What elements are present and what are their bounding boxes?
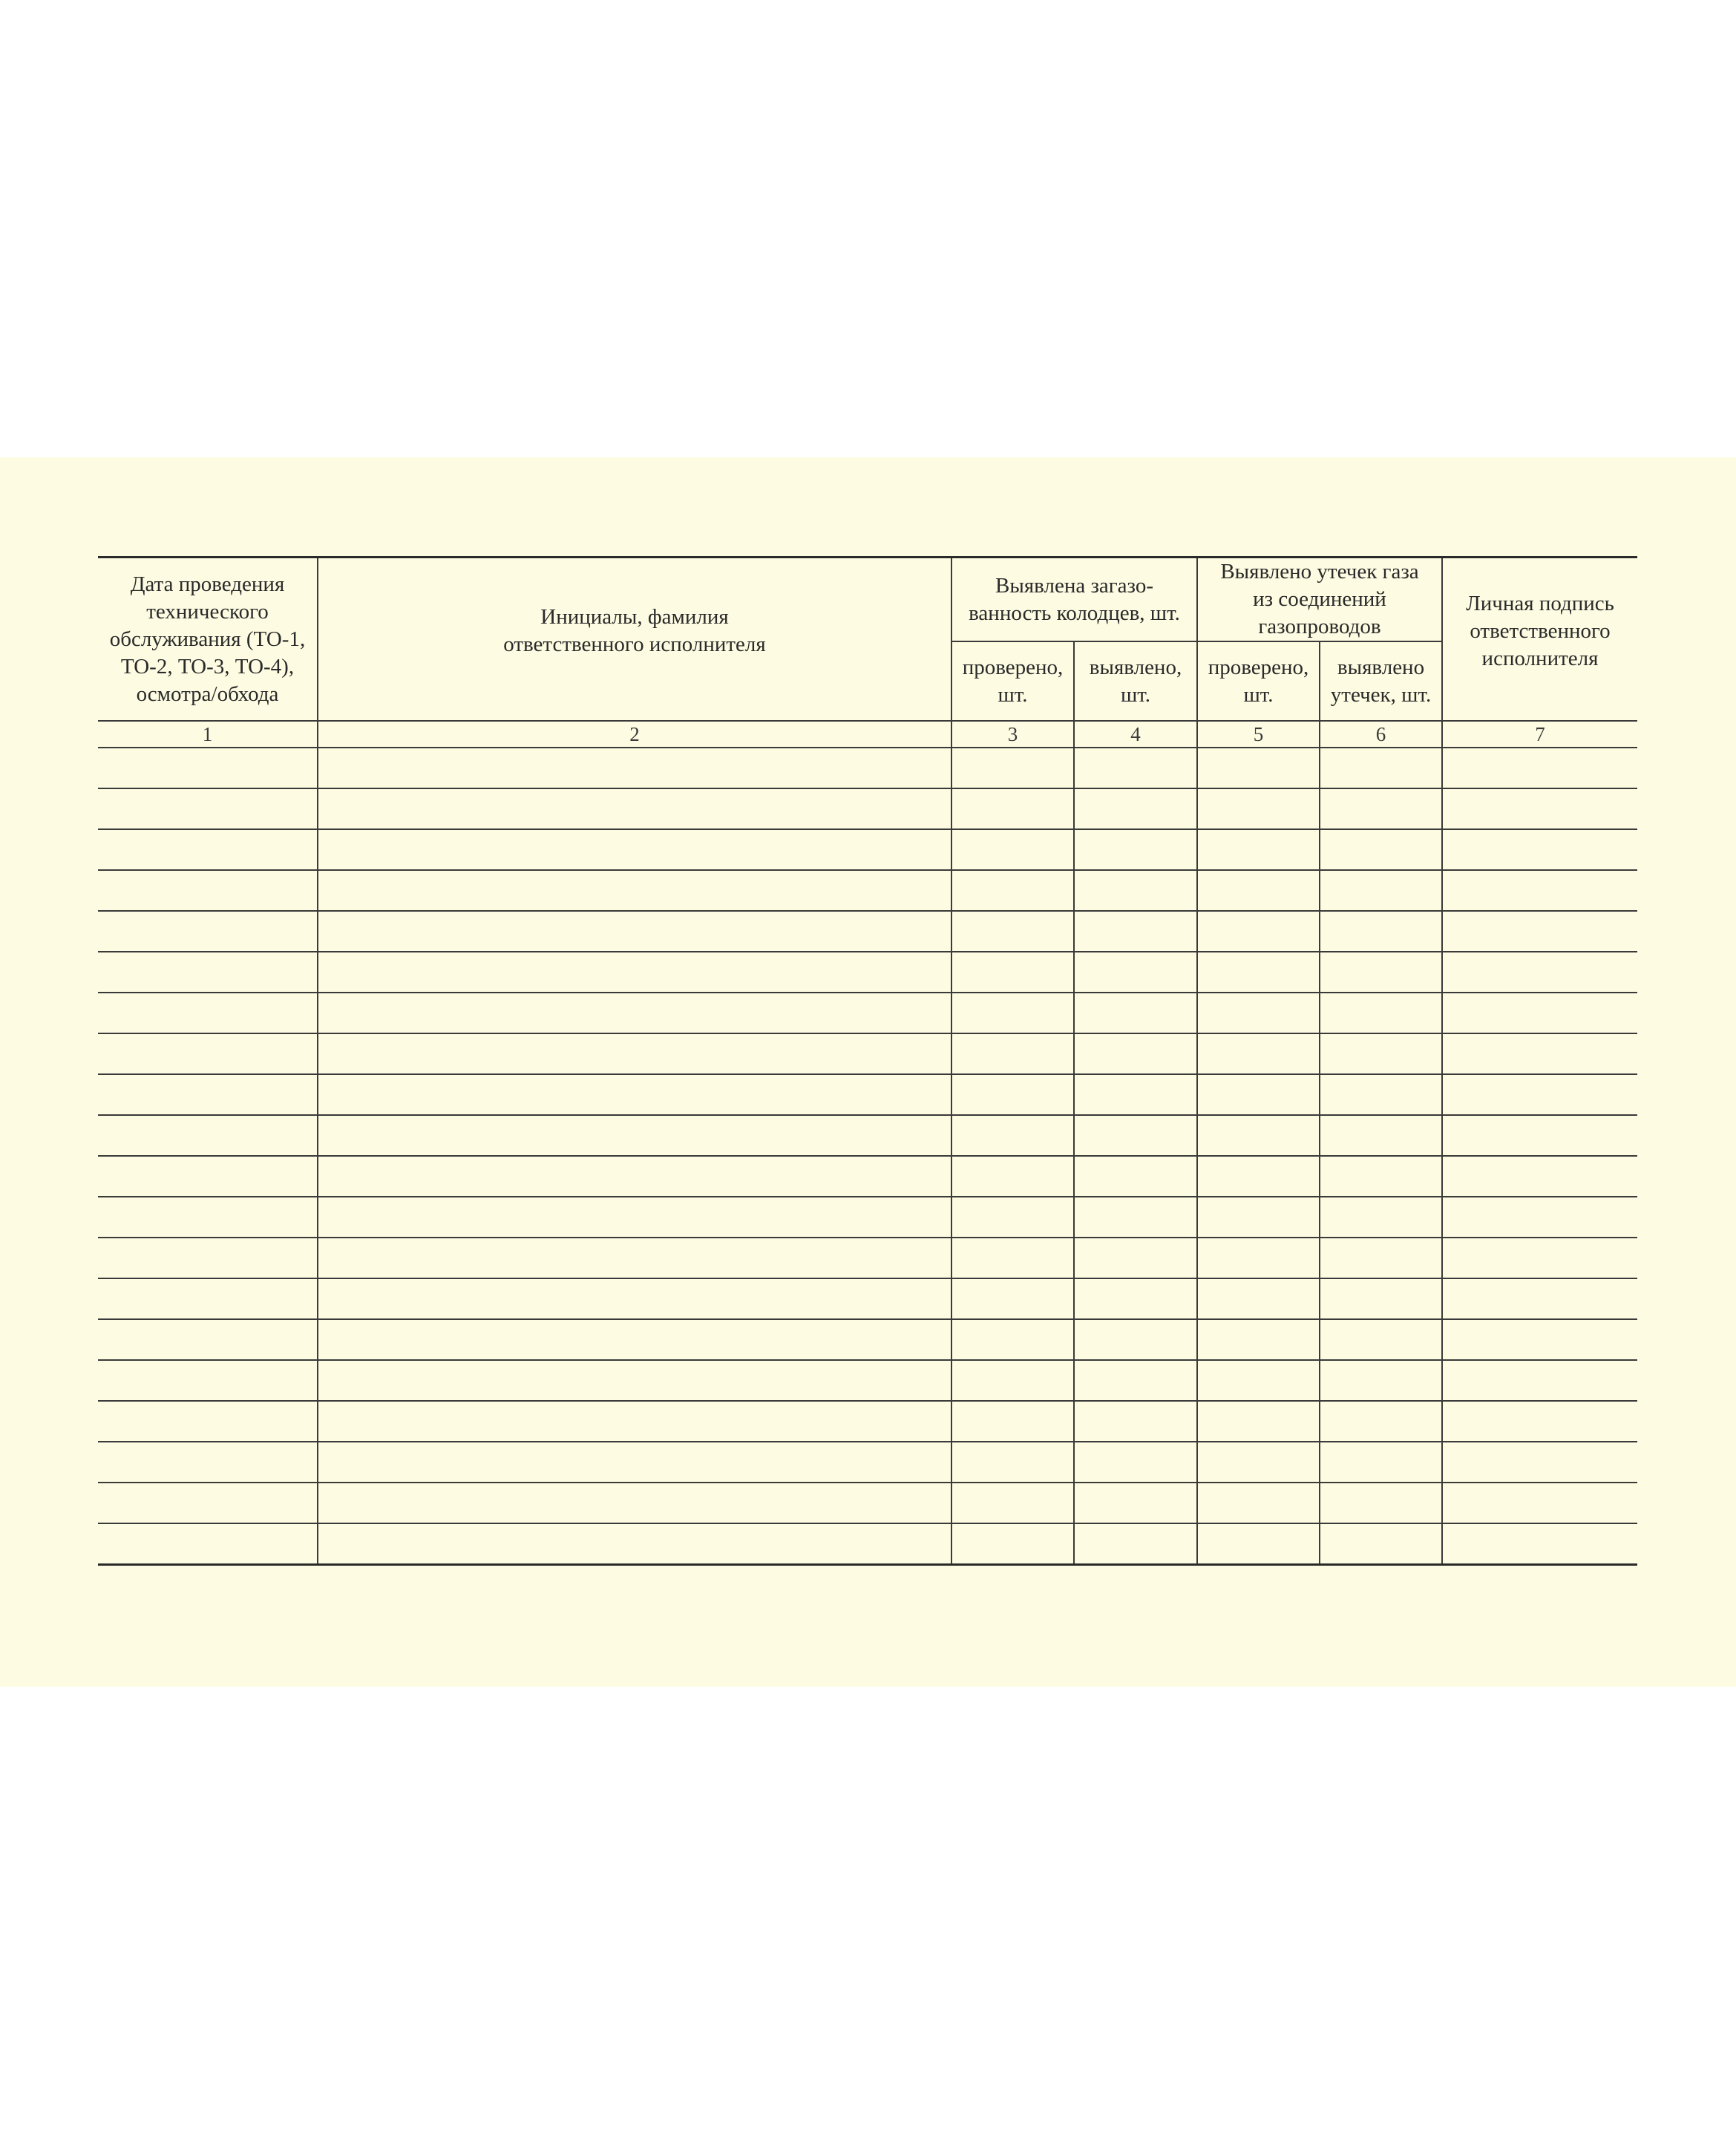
cell-signature[interactable] bbox=[1442, 1238, 1637, 1278]
cell-found-wells[interactable] bbox=[1074, 1319, 1197, 1360]
cell-checked-joints[interactable] bbox=[1197, 1442, 1320, 1483]
cell-date[interactable] bbox=[98, 1278, 318, 1319]
header-signature-text: Личная подпись ответственного исполнителя bbox=[1466, 591, 1614, 670]
cell-executor[interactable] bbox=[318, 1483, 951, 1523]
cell-found-wells[interactable] bbox=[1074, 1442, 1197, 1483]
cell-checked-joints[interactable] bbox=[1197, 1401, 1320, 1442]
cell-executor[interactable] bbox=[318, 1197, 951, 1238]
cell-executor[interactable] bbox=[318, 1074, 951, 1115]
column-number: 5 bbox=[1197, 721, 1320, 748]
cell-found-wells[interactable] bbox=[1074, 1156, 1197, 1197]
cell-checked-joints[interactable] bbox=[1197, 993, 1320, 1033]
cell-signature[interactable] bbox=[1442, 1360, 1637, 1401]
cell-signature[interactable] bbox=[1442, 1115, 1637, 1156]
cell-checked-wells[interactable] bbox=[951, 1156, 1074, 1197]
cell-executor[interactable] bbox=[318, 788, 951, 829]
cell-found-wells[interactable] bbox=[1074, 993, 1197, 1033]
cell-found-leaks[interactable] bbox=[1320, 1319, 1442, 1360]
cell-found-leaks[interactable] bbox=[1320, 1360, 1442, 1401]
table-row bbox=[98, 870, 1637, 911]
cell-found-leaks[interactable] bbox=[1320, 1523, 1442, 1565]
cell-checked-joints[interactable] bbox=[1197, 1483, 1320, 1523]
cell-checked-wells[interactable] bbox=[951, 1197, 1074, 1238]
cell-found-wells[interactable] bbox=[1074, 829, 1197, 870]
cell-date[interactable] bbox=[98, 993, 318, 1033]
cell-found-leaks[interactable] bbox=[1320, 993, 1442, 1033]
table-row bbox=[98, 1074, 1637, 1115]
column-number: 4 bbox=[1074, 721, 1197, 748]
cell-checked-joints[interactable] bbox=[1197, 1278, 1320, 1319]
cell-date[interactable] bbox=[98, 1401, 318, 1442]
cell-found-leaks[interactable] bbox=[1320, 1442, 1442, 1483]
column-numbers-row bbox=[98, 721, 1637, 748]
maintenance-log-table bbox=[98, 556, 1637, 1566]
cell-found-leaks[interactable] bbox=[1320, 788, 1442, 829]
cell-checked-joints[interactable] bbox=[1197, 1033, 1320, 1074]
cell-executor[interactable] bbox=[318, 911, 951, 952]
header-date-text: Дата проведения технического обслуживания (ТО-1, ТО-2, ТО-3, ТО-4), осмотра/обхода bbox=[109, 572, 306, 706]
form-sheet bbox=[0, 457, 1736, 1687]
column-number: 3 bbox=[951, 721, 1074, 748]
header-checked-wells bbox=[951, 641, 1074, 721]
cell-signature[interactable] bbox=[1442, 1278, 1637, 1319]
cell-date[interactable] bbox=[98, 1074, 318, 1115]
cell-checked-wells[interactable] bbox=[951, 1523, 1074, 1565]
cell-signature[interactable] bbox=[1442, 952, 1637, 993]
cell-found-wells[interactable] bbox=[1074, 1115, 1197, 1156]
cell-found-wells[interactable] bbox=[1074, 1074, 1197, 1115]
cell-checked-joints[interactable] bbox=[1197, 1238, 1320, 1278]
cell-checked-joints[interactable] bbox=[1197, 748, 1320, 788]
cell-found-leaks[interactable] bbox=[1320, 1238, 1442, 1278]
header-executor-text: Инициалы, фамилия ответственного исполнителя bbox=[503, 605, 766, 656]
cell-found-leaks[interactable] bbox=[1320, 870, 1442, 911]
cell-date[interactable] bbox=[98, 1115, 318, 1156]
table-row bbox=[98, 829, 1637, 870]
table-row bbox=[98, 911, 1637, 952]
cell-found-leaks[interactable] bbox=[1320, 911, 1442, 952]
cell-executor[interactable] bbox=[318, 870, 951, 911]
cell-executor[interactable] bbox=[318, 1360, 951, 1401]
cell-found-wells[interactable] bbox=[1074, 870, 1197, 911]
header-executor bbox=[318, 558, 951, 722]
cell-checked-wells[interactable] bbox=[951, 1360, 1074, 1401]
cell-executor[interactable] bbox=[318, 1401, 951, 1442]
cell-checked-joints[interactable] bbox=[1197, 788, 1320, 829]
table-row bbox=[98, 1115, 1637, 1156]
table-row bbox=[98, 1033, 1637, 1074]
column-number: 1 bbox=[98, 721, 318, 748]
cell-checked-joints[interactable] bbox=[1197, 1074, 1320, 1115]
cell-found-wells[interactable] bbox=[1074, 1401, 1197, 1442]
header-found-leaks bbox=[1320, 641, 1442, 721]
cell-found-wells[interactable] bbox=[1074, 1360, 1197, 1401]
table-row bbox=[98, 1197, 1637, 1238]
cell-signature[interactable] bbox=[1442, 1442, 1637, 1483]
table-row bbox=[98, 1319, 1637, 1360]
cell-signature[interactable] bbox=[1442, 1523, 1637, 1565]
table-row bbox=[98, 1238, 1637, 1278]
table-row bbox=[98, 1360, 1637, 1401]
cell-checked-wells[interactable] bbox=[951, 1238, 1074, 1278]
column-number: 7 bbox=[1442, 721, 1637, 748]
cell-checked-joints[interactable] bbox=[1197, 1156, 1320, 1197]
cell-executor[interactable] bbox=[318, 748, 951, 788]
table-row bbox=[98, 1523, 1637, 1565]
cell-found-wells[interactable] bbox=[1074, 748, 1197, 788]
cell-signature[interactable] bbox=[1442, 1319, 1637, 1360]
cell-date[interactable] bbox=[98, 1319, 318, 1360]
header-gas-leaks-text: Выявлено утечек газа из соединений газопроводов bbox=[1220, 560, 1419, 638]
cell-signature[interactable] bbox=[1442, 1483, 1637, 1523]
cell-date[interactable] bbox=[98, 1523, 318, 1565]
cell-found-wells[interactable] bbox=[1074, 1278, 1197, 1319]
cell-found-wells[interactable] bbox=[1074, 1523, 1197, 1565]
cell-executor[interactable] bbox=[318, 1156, 951, 1197]
table-row bbox=[98, 748, 1637, 788]
table-row bbox=[98, 952, 1637, 993]
cell-date[interactable] bbox=[98, 1156, 318, 1197]
cell-found-leaks[interactable] bbox=[1320, 1278, 1442, 1319]
header-found-wells-text: выявлено, шт. bbox=[1089, 655, 1182, 707]
cell-found-leaks[interactable] bbox=[1320, 952, 1442, 993]
cell-checked-joints[interactable] bbox=[1197, 1319, 1320, 1360]
cell-signature[interactable] bbox=[1442, 748, 1637, 788]
cell-signature[interactable] bbox=[1442, 1074, 1637, 1115]
cell-signature[interactable] bbox=[1442, 870, 1637, 911]
log-body bbox=[98, 748, 1637, 1565]
cell-executor[interactable] bbox=[318, 1442, 951, 1483]
column-number: 6 bbox=[1320, 721, 1442, 748]
table-row bbox=[98, 788, 1637, 829]
cell-signature[interactable] bbox=[1442, 829, 1637, 870]
cell-found-wells[interactable] bbox=[1074, 1033, 1197, 1074]
cell-date[interactable] bbox=[98, 1442, 318, 1483]
header-checked-joints bbox=[1197, 641, 1320, 721]
cell-date[interactable] bbox=[98, 1360, 318, 1401]
cell-checked-wells[interactable] bbox=[951, 829, 1074, 870]
cell-checked-joints[interactable] bbox=[1197, 1523, 1320, 1565]
cell-date[interactable] bbox=[98, 952, 318, 993]
cell-date[interactable] bbox=[98, 788, 318, 829]
header-gas-leaks-group bbox=[1197, 558, 1442, 642]
table-row bbox=[98, 1278, 1637, 1319]
cell-found-wells[interactable] bbox=[1074, 911, 1197, 952]
cell-checked-wells[interactable] bbox=[951, 993, 1074, 1033]
table-row bbox=[98, 1442, 1637, 1483]
cell-found-wells[interactable] bbox=[1074, 1238, 1197, 1278]
cell-executor[interactable] bbox=[318, 1238, 951, 1278]
cell-checked-wells[interactable] bbox=[951, 1115, 1074, 1156]
cell-checked-joints[interactable] bbox=[1197, 952, 1320, 993]
cell-executor[interactable] bbox=[318, 952, 951, 993]
cell-date[interactable] bbox=[98, 1033, 318, 1074]
cell-checked-wells[interactable] bbox=[951, 788, 1074, 829]
cell-signature[interactable] bbox=[1442, 1401, 1637, 1442]
cell-checked-wells[interactable] bbox=[951, 748, 1074, 788]
cell-executor[interactable] bbox=[318, 1115, 951, 1156]
cell-date[interactable] bbox=[98, 1197, 318, 1238]
cell-found-leaks[interactable] bbox=[1320, 829, 1442, 870]
cell-date[interactable] bbox=[98, 911, 318, 952]
cell-checked-joints[interactable] bbox=[1197, 870, 1320, 911]
cell-date[interactable] bbox=[98, 1483, 318, 1523]
cell-found-leaks[interactable] bbox=[1320, 748, 1442, 788]
cell-executor[interactable] bbox=[318, 1319, 951, 1360]
cell-found-leaks[interactable] bbox=[1320, 1197, 1442, 1238]
header-signature bbox=[1442, 558, 1637, 722]
cell-signature[interactable] bbox=[1442, 993, 1637, 1033]
cell-checked-wells[interactable] bbox=[951, 1401, 1074, 1442]
cell-executor[interactable] bbox=[318, 1523, 951, 1565]
cell-checked-wells[interactable] bbox=[951, 1278, 1074, 1319]
cell-date[interactable] bbox=[98, 748, 318, 788]
cell-signature[interactable] bbox=[1442, 911, 1637, 952]
cell-found-leaks[interactable] bbox=[1320, 1115, 1442, 1156]
cell-date[interactable] bbox=[98, 870, 318, 911]
cell-checked-joints[interactable] bbox=[1197, 1360, 1320, 1401]
cell-checked-joints[interactable] bbox=[1197, 829, 1320, 870]
cell-checked-wells[interactable] bbox=[951, 1483, 1074, 1523]
cell-found-wells[interactable] bbox=[1074, 788, 1197, 829]
cell-checked-wells[interactable] bbox=[951, 1033, 1074, 1074]
cell-checked-wells[interactable] bbox=[951, 1074, 1074, 1115]
cell-signature[interactable] bbox=[1442, 788, 1637, 829]
cell-checked-wells[interactable] bbox=[951, 952, 1074, 993]
cell-found-leaks[interactable] bbox=[1320, 1401, 1442, 1442]
column-number: 2 bbox=[318, 721, 951, 748]
cell-found-leaks[interactable] bbox=[1320, 1074, 1442, 1115]
table-row bbox=[98, 1156, 1637, 1197]
header-checked-wells-text: проверено, шт. bbox=[962, 655, 1064, 707]
header-gas-contamination-group bbox=[951, 558, 1197, 642]
cell-checked-wells[interactable] bbox=[951, 911, 1074, 952]
cell-executor[interactable] bbox=[318, 1033, 951, 1074]
cell-signature[interactable] bbox=[1442, 1033, 1637, 1074]
table-row bbox=[98, 993, 1637, 1033]
cell-checked-joints[interactable] bbox=[1197, 1115, 1320, 1156]
cell-found-leaks[interactable] bbox=[1320, 1483, 1442, 1523]
cell-date[interactable] bbox=[98, 1238, 318, 1278]
header-found-leaks-text: выявлено утечек, шт. bbox=[1330, 655, 1432, 707]
header-date bbox=[98, 558, 318, 722]
cell-executor[interactable] bbox=[318, 1278, 951, 1319]
cell-checked-joints[interactable] bbox=[1197, 1197, 1320, 1238]
cell-found-wells[interactable] bbox=[1074, 952, 1197, 993]
cell-signature[interactable] bbox=[1442, 1197, 1637, 1238]
cell-signature[interactable] bbox=[1442, 1156, 1637, 1197]
cell-found-leaks[interactable] bbox=[1320, 1033, 1442, 1074]
cell-found-wells[interactable] bbox=[1074, 1483, 1197, 1523]
header-gas-contamination-text: Выявлена загазо-ванность колодцев, шт. bbox=[969, 573, 1180, 625]
cell-found-wells[interactable] bbox=[1074, 1197, 1197, 1238]
header-found-wells bbox=[1074, 641, 1197, 721]
table-row bbox=[98, 1483, 1637, 1523]
table-row bbox=[98, 1401, 1637, 1442]
cell-checked-wells[interactable] bbox=[951, 1319, 1074, 1360]
cell-checked-wells[interactable] bbox=[951, 1442, 1074, 1483]
cell-date[interactable] bbox=[98, 829, 318, 870]
cell-checked-wells[interactable] bbox=[951, 870, 1074, 911]
cell-executor[interactable] bbox=[318, 829, 951, 870]
cell-checked-joints[interactable] bbox=[1197, 911, 1320, 952]
cell-executor[interactable] bbox=[318, 993, 951, 1033]
cell-found-leaks[interactable] bbox=[1320, 1156, 1442, 1197]
header-checked-joints-text: проверено, шт. bbox=[1208, 655, 1309, 707]
